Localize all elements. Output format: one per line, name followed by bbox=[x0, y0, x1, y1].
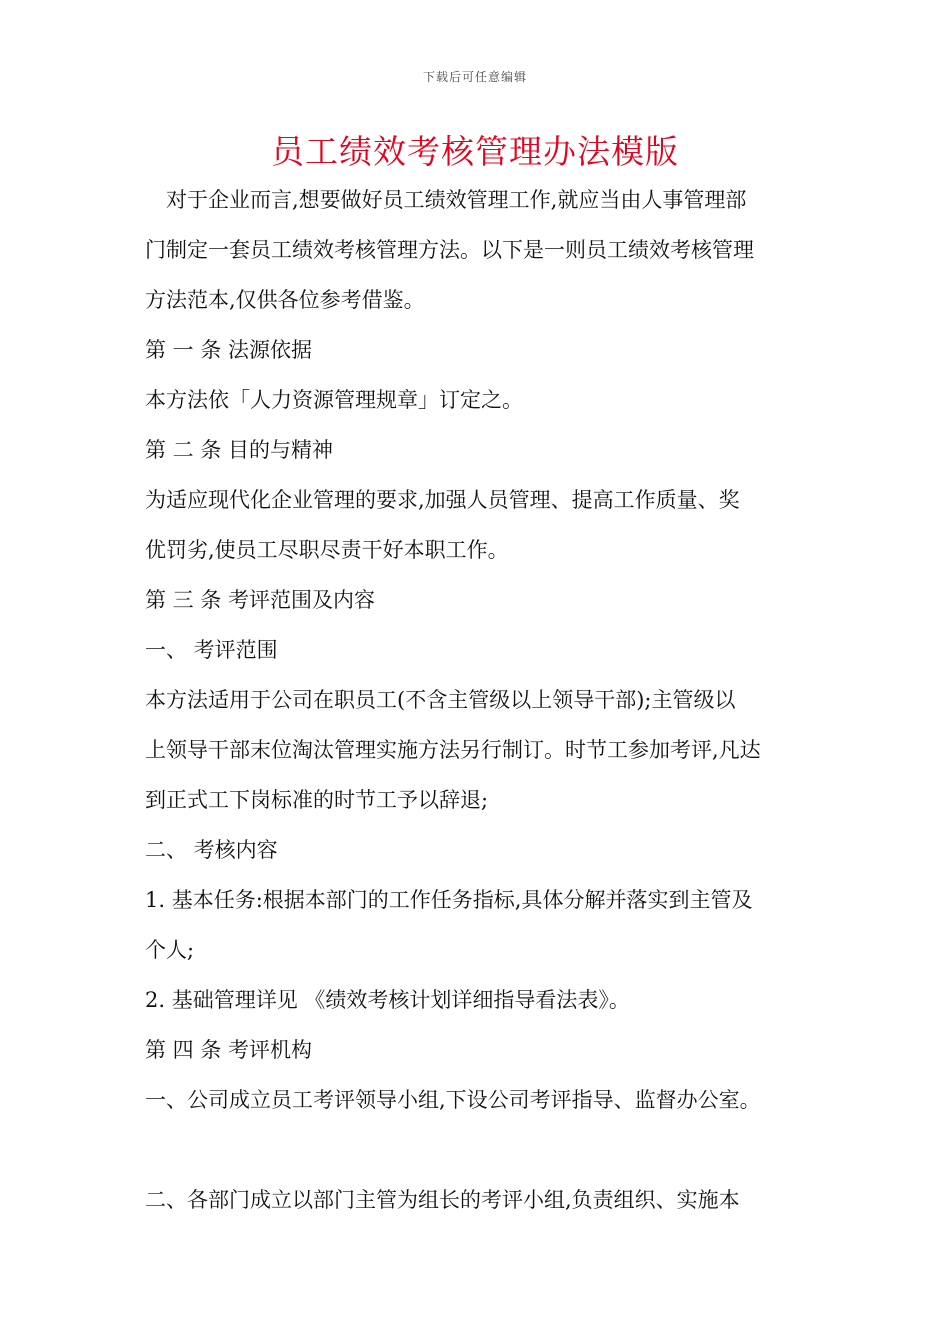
document-title: 员工绩效考核管理办法模版 bbox=[271, 132, 679, 171]
blank-line bbox=[145, 1125, 815, 1175]
paragraph-line: 门制定一套员工绩效考核管理方法。以下是一则员工绩效考核管理 bbox=[145, 238, 754, 262]
list-item: 2. 基础管理详见 《绩效考核计划详细指导看法表》。 bbox=[145, 988, 630, 1012]
paragraph-line: 为适应现代化企业管理的要求,加强人员管理、提高工作质量、奖 bbox=[145, 488, 740, 512]
section-heading: 二、 考核内容 bbox=[145, 838, 278, 862]
paragraph-line: 本方法依「人力资源管理规章」订定之。 bbox=[145, 388, 523, 412]
article-heading: 第 二 条 目的与精神 bbox=[145, 438, 334, 462]
header-note: 下载后可任意编辑 bbox=[422, 70, 527, 84]
paragraph-line: 本方法适用于公司在职员工(不含主管级以上领导干部);主管级以 bbox=[145, 688, 736, 712]
section-heading: 一、 考评范围 bbox=[145, 638, 278, 662]
article-heading: 第 四 条 考评机构 bbox=[145, 1038, 313, 1062]
paragraph-line: 一、公司成立员工考评领导小组,下设公司考评指导、监督办公室。 bbox=[145, 1088, 761, 1112]
paragraph-line: 上领导干部末位淘汰管理实施方法另行制订。时节工参加考评,凡达 bbox=[145, 738, 761, 762]
document-body bbox=[145, 175, 815, 1225]
article-heading: 第 三 条 考评范围及内容 bbox=[145, 588, 376, 612]
paragraph-line: 对于企业而言,想要做好员工绩效管理工作,就应当由人事管理部 bbox=[145, 188, 747, 212]
paragraph-line: 个人; bbox=[145, 938, 195, 962]
list-item: 1. 基本任务:根据本部门的工作任务指标,具体分解并落实到主管及 bbox=[145, 888, 753, 912]
paragraph-line: 优罚劣,使员工尽职尽责干好本职工作。 bbox=[145, 538, 509, 562]
paragraph-line: 二、各部门成立以部门主管为组长的考评小组,负责组织、实施本 bbox=[145, 1188, 740, 1212]
paragraph-line: 到正式工下岗标准的时节工予以辞退; bbox=[145, 788, 489, 812]
article-heading: 第 一 条 法源依据 bbox=[145, 338, 313, 362]
paragraph-line: 方法范本,仅供各位参考借鉴。 bbox=[145, 288, 425, 312]
